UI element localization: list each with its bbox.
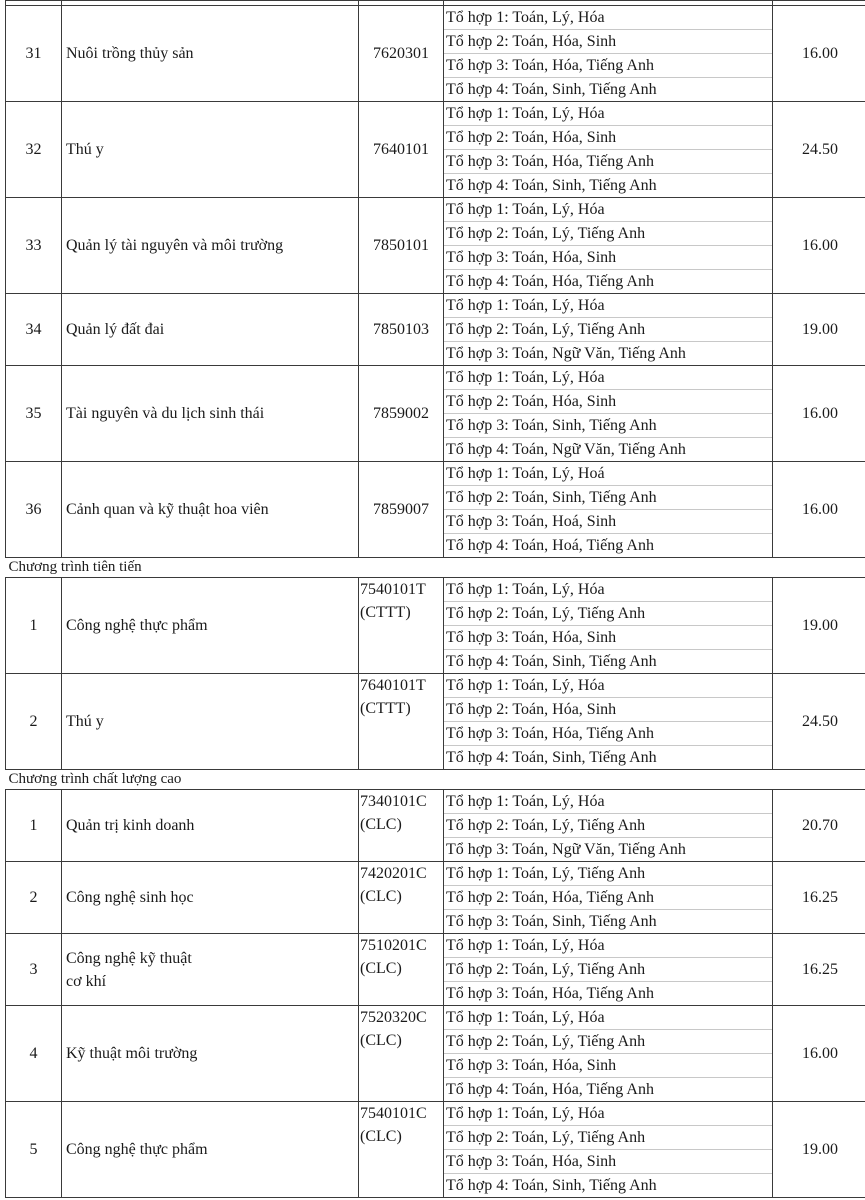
major-code-line: (CTTT) bbox=[360, 700, 411, 717]
subject-combination: Tổ hợp 2: Toán, Hóa, Sinh bbox=[444, 390, 772, 414]
row-number: 2 bbox=[6, 674, 62, 770]
table-row bbox=[6, 790, 865, 862]
subject-combination: Tổ hợp 4: Toán, Sinh, Tiếng Anh bbox=[446, 1177, 657, 1194]
major-name-line: Tài nguyên và du lịch sinh thái bbox=[66, 404, 265, 422]
major-code bbox=[359, 1006, 444, 1102]
major-code bbox=[359, 294, 444, 366]
major-name bbox=[62, 674, 359, 770]
major-code-line: 7540101C bbox=[360, 1105, 427, 1122]
subject-combination: Tổ hợp 1: Toán, Lý, Hóa bbox=[444, 790, 772, 814]
subject-combinations bbox=[444, 578, 773, 674]
major-name bbox=[62, 790, 359, 862]
major-name bbox=[62, 366, 359, 462]
major-code-line: 7340101C bbox=[360, 793, 427, 810]
table-row bbox=[6, 862, 865, 934]
benchmark-score: 19.00 bbox=[773, 294, 865, 366]
row-number: 31 bbox=[6, 6, 62, 102]
table-row bbox=[6, 1102, 865, 1198]
subject-combination: Tổ hợp 3: Toán, Hóa, Sinh bbox=[444, 1054, 772, 1078]
benchmark-score: 16.00 bbox=[773, 198, 865, 294]
major-code-line: 7859007 bbox=[373, 501, 429, 518]
benchmark-score: 16.25 bbox=[773, 934, 865, 1006]
table-row bbox=[6, 578, 865, 674]
subject-combination: Tổ hợp 3: Toán, Hóa, Sinh bbox=[444, 1150, 772, 1174]
major-code-line: (CLC) bbox=[360, 1032, 402, 1049]
benchmark-score: 19.00 bbox=[773, 578, 865, 674]
major-name bbox=[62, 102, 359, 198]
row-number: 32 bbox=[6, 102, 62, 198]
subject-combination: Tổ hợp 2: Toán, Hóa, Tiếng Anh bbox=[444, 886, 772, 910]
major-name-line: Công nghệ sinh học bbox=[66, 888, 194, 906]
subject-combination: Tổ hợp 1: Toán, Lý, Hóa bbox=[444, 198, 772, 222]
major-code bbox=[359, 6, 444, 102]
major-code-line: 7510201C bbox=[360, 937, 427, 954]
subject-combination: Tổ hợp 2: Toán, Lý, Tiếng Anh bbox=[444, 318, 772, 342]
major-name-line: Công nghệ kỹ thuật bbox=[66, 949, 192, 967]
major-name bbox=[62, 6, 359, 102]
benchmark-score: 16.00 bbox=[773, 366, 865, 462]
subject-combinations bbox=[444, 674, 773, 770]
benchmark-score: 16.00 bbox=[773, 6, 865, 102]
table-row bbox=[6, 198, 865, 294]
major-name bbox=[62, 934, 359, 1006]
subject-combinations bbox=[444, 1102, 773, 1198]
row-number: 33 bbox=[6, 198, 62, 294]
subject-combinations bbox=[444, 1006, 773, 1102]
row-number: 36 bbox=[6, 462, 62, 558]
subject-combination: Tổ hợp 1: Toán, Lý, Hóa bbox=[444, 578, 772, 602]
table-row bbox=[6, 102, 865, 198]
subject-combination: Tổ hợp 4: Toán, Sinh, Tiếng Anh bbox=[446, 81, 657, 98]
subject-combination: Tổ hợp 3: Toán, Hóa, Tiếng Anh bbox=[446, 985, 654, 1002]
major-code bbox=[359, 366, 444, 462]
subject-combination: Tổ hợp 4: Toán, Sinh, Tiếng Anh bbox=[446, 749, 657, 766]
subject-combination: Tổ hợp 1: Toán, Lý, Hóa bbox=[444, 934, 772, 958]
major-name-line: Nuôi trồng thủy sản bbox=[66, 44, 194, 62]
subject-combination: Tổ hợp 4: Toán, Ngữ Văn, Tiếng Anh bbox=[446, 441, 686, 458]
major-code-line: (CLC) bbox=[360, 1128, 402, 1145]
subject-combination: Tổ hợp 4: Toán, Sinh, Tiếng Anh bbox=[446, 177, 657, 194]
subject-combination: Tổ hợp 1: Toán, Lý, Hóa bbox=[444, 366, 772, 390]
major-code-line: 7850101 bbox=[373, 237, 429, 254]
major-code-line: 7640101T bbox=[360, 677, 426, 694]
major-code-line: (CTTT) bbox=[360, 604, 411, 621]
major-code-line: (CLC) bbox=[360, 888, 402, 905]
subject-combination: Tổ hợp 4: Toán, Hóa, Tiếng Anh bbox=[446, 273, 654, 290]
table-row bbox=[6, 674, 865, 770]
subject-combination: Tổ hợp 3: Toán, Hoá, Sinh bbox=[444, 510, 772, 534]
major-name-line: Thú y bbox=[66, 712, 104, 730]
subject-combinations bbox=[444, 6, 773, 102]
section-heading-row bbox=[6, 770, 865, 790]
major-name bbox=[62, 294, 359, 366]
subject-combination: Tổ hợp 3: Toán, Ngữ Văn, Tiếng Anh bbox=[446, 345, 686, 362]
major-code-line: (CLC) bbox=[360, 960, 402, 977]
subject-combinations bbox=[444, 198, 773, 294]
subject-combination: Tổ hợp 3: Toán, Hóa, Tiếng Anh bbox=[444, 722, 772, 746]
row-number: 1 bbox=[6, 578, 62, 674]
row-number: 34 bbox=[6, 294, 62, 366]
table-row bbox=[6, 1006, 865, 1102]
subject-combination: Tổ hợp 1: Toán, Lý, Hóa bbox=[444, 6, 772, 30]
subject-combination: Tổ hợp 2: Toán, Lý, Tiếng Anh bbox=[444, 1030, 772, 1054]
subject-combination: Tổ hợp 1: Toán, Lý, Hóa bbox=[444, 294, 772, 318]
major-name-line: Thú y bbox=[66, 140, 104, 158]
major-code-line: 7620301 bbox=[373, 45, 429, 62]
major-name bbox=[62, 198, 359, 294]
subject-combination: Tổ hợp 3: Toán, Ngữ Văn, Tiếng Anh bbox=[446, 841, 686, 858]
benchmark-score: 16.25 bbox=[773, 862, 865, 934]
subject-combinations bbox=[444, 366, 773, 462]
row-number: 4 bbox=[6, 1006, 62, 1102]
subject-combination: Tổ hợp 2: Toán, Hóa, Sinh bbox=[444, 698, 772, 722]
benchmark-score: 16.00 bbox=[773, 462, 865, 558]
subject-combination: Tổ hợp 2: Toán, Lý, Tiếng Anh bbox=[444, 1126, 772, 1150]
major-code bbox=[359, 1102, 444, 1198]
table-row bbox=[6, 366, 865, 462]
major-code-line: 7520320C bbox=[360, 1009, 427, 1026]
major-code bbox=[359, 578, 444, 674]
section-heading-row bbox=[6, 558, 865, 578]
row-number: 3 bbox=[6, 934, 62, 1006]
subject-combination: Tổ hợp 1: Toán, Lý, Hóa bbox=[444, 674, 772, 698]
major-name-line: Công nghệ thực phẩm bbox=[66, 1140, 208, 1158]
subject-combination: Tổ hợp 3: Toán, Hóa, Tiếng Anh bbox=[444, 54, 772, 78]
subject-combination: Tổ hợp 3: Toán, Hóa, Sinh bbox=[444, 626, 772, 650]
subject-combination: Tổ hợp 1: Toán, Lý, Tiếng Anh bbox=[444, 862, 772, 886]
subject-combination: Tổ hợp 2: Toán, Hóa, Sinh bbox=[444, 126, 772, 150]
major-code bbox=[359, 862, 444, 934]
subject-combinations bbox=[444, 102, 773, 198]
section-heading: Chương trình chất lượng cao bbox=[6, 770, 865, 790]
subject-combinations bbox=[444, 462, 773, 558]
major-name-line: Công nghệ thực phẩm bbox=[66, 616, 208, 634]
major-name bbox=[62, 862, 359, 934]
subject-combination: Tổ hợp 2: Toán, Lý, Tiếng Anh bbox=[444, 814, 772, 838]
subject-combination: Tổ hợp 2: Toán, Lý, Tiếng Anh bbox=[444, 222, 772, 246]
table-row bbox=[6, 6, 865, 102]
subject-combination: Tổ hợp 1: Toán, Lý, Hóa bbox=[444, 1102, 772, 1126]
subject-combination: Tổ hợp 4: Toán, Hoá, Tiếng Anh bbox=[446, 537, 654, 554]
major-code bbox=[359, 462, 444, 558]
row-number: 35 bbox=[6, 366, 62, 462]
subject-combination: Tổ hợp 4: Toán, Sinh, Tiếng Anh bbox=[446, 653, 657, 670]
benchmark-score: 24.50 bbox=[773, 674, 865, 770]
major-name-line: Kỹ thuật môi trường bbox=[66, 1044, 198, 1062]
subject-combination: Tổ hợp 3: Toán, Hóa, Sinh bbox=[444, 246, 772, 270]
row-number: 1 bbox=[6, 790, 62, 862]
major-code bbox=[359, 934, 444, 1006]
benchmark-score: 20.70 bbox=[773, 790, 865, 862]
subject-combinations bbox=[444, 862, 773, 934]
major-code-line: 7850103 bbox=[373, 321, 429, 338]
major-name-line: Quản trị kinh doanh bbox=[66, 816, 195, 834]
benchmark-score: 19.00 bbox=[773, 1102, 865, 1198]
major-code-line: (CLC) bbox=[360, 816, 402, 833]
subject-combination: Tổ hợp 2: Toán, Lý, Tiếng Anh bbox=[444, 602, 772, 626]
subject-combination: Tổ hợp 2: Toán, Sinh, Tiếng Anh bbox=[444, 486, 772, 510]
major-code bbox=[359, 790, 444, 862]
table-row bbox=[6, 462, 865, 558]
subject-combination: Tổ hợp 1: Toán, Lý, Hóa bbox=[444, 1006, 772, 1030]
major-code bbox=[359, 102, 444, 198]
benchmark-score: 16.00 bbox=[773, 1006, 865, 1102]
major-name-line: Cảnh quan và kỹ thuật hoa viên bbox=[66, 500, 269, 518]
major-code-line: 7540101T bbox=[360, 581, 426, 598]
section-heading: Chương trình tiên tiến bbox=[6, 558, 865, 578]
subject-combinations bbox=[444, 294, 773, 366]
major-code-line: 7859002 bbox=[373, 405, 429, 422]
subject-combination: Tổ hợp 2: Toán, Lý, Tiếng Anh bbox=[444, 958, 772, 982]
major-name bbox=[62, 1102, 359, 1198]
major-name bbox=[62, 578, 359, 674]
major-name-line: cơ khí bbox=[66, 972, 107, 990]
major-code bbox=[359, 198, 444, 294]
admission-score-table-page bbox=[5, 0, 860, 1200]
subject-combination: Tổ hợp 3: Toán, Sinh, Tiếng Anh bbox=[446, 913, 657, 930]
table-row bbox=[6, 934, 865, 1006]
major-code-line: 7420201C bbox=[360, 865, 427, 882]
major-code-line: 7640101 bbox=[373, 141, 429, 158]
major-name-line: Quản lý đất đai bbox=[66, 320, 165, 338]
admission-score-table bbox=[5, 0, 865, 1198]
major-name-line: Quản lý tài nguyên và môi trường bbox=[66, 236, 284, 254]
benchmark-score: 24.50 bbox=[773, 102, 865, 198]
table-row bbox=[6, 294, 865, 366]
subject-combination: Tổ hợp 2: Toán, Hóa, Sinh bbox=[444, 30, 772, 54]
row-number: 2 bbox=[6, 862, 62, 934]
subject-combination: Tổ hợp 3: Toán, Hóa, Tiếng Anh bbox=[444, 150, 772, 174]
subject-combination: Tổ hợp 4: Toán, Hóa, Tiếng Anh bbox=[446, 1081, 654, 1098]
subject-combinations bbox=[444, 790, 773, 862]
row-number: 5 bbox=[6, 1102, 62, 1198]
subject-combination: Tổ hợp 3: Toán, Sinh, Tiếng Anh bbox=[444, 414, 772, 438]
table-body bbox=[6, 1, 865, 1198]
subject-combination: Tổ hợp 1: Toán, Lý, Hoá bbox=[444, 462, 772, 486]
major-name bbox=[62, 1006, 359, 1102]
major-name bbox=[62, 462, 359, 558]
major-code bbox=[359, 674, 444, 770]
subject-combination: Tổ hợp 1: Toán, Lý, Hóa bbox=[444, 102, 772, 126]
subject-combinations bbox=[444, 934, 773, 1006]
